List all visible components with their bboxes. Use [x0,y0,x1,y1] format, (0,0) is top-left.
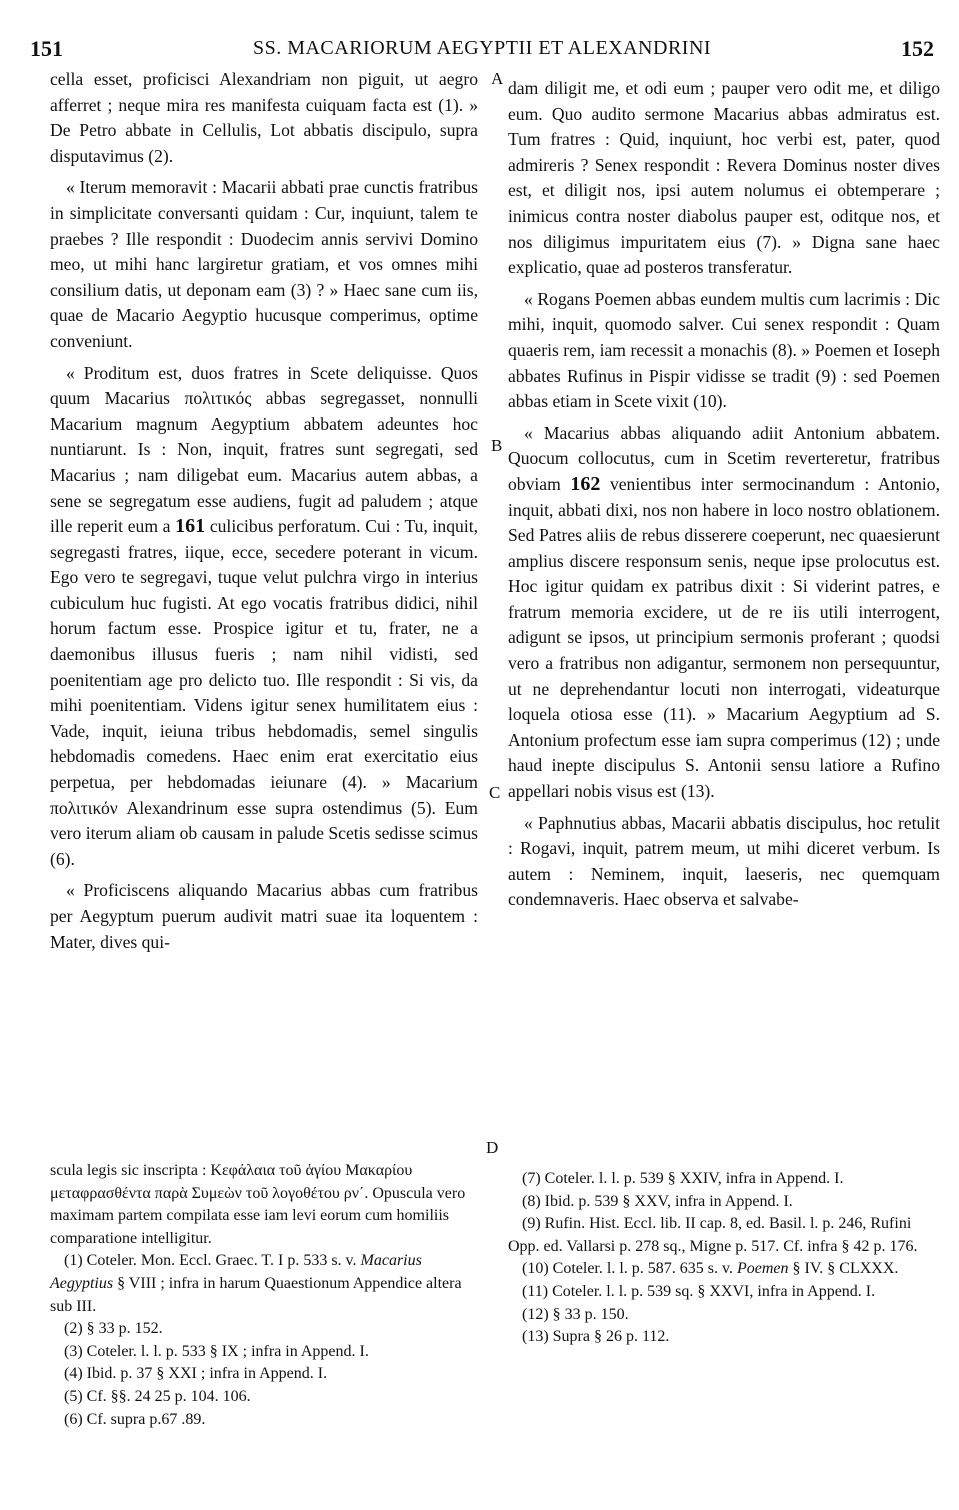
footnote: (5) Cf. §§. 24 25 p. 104. 106. [64,1387,251,1405]
footnote: (2) § 33 p. 152. [64,1320,163,1338]
paragraph [50,361,478,873]
footnote: (13) Supra § 26 p. 112. [522,1328,670,1346]
footnote: scula legis sic inscripta : Κεφάλαια τοῦ ἁγίου Μακαρίου μεταφρασθέντα παρὰ Συμεὼν τοῦ λογοθέτου ρν΄. Opuscula vero maximam partem compilata esse iam levi eorum cum homiliis comparatione intelligitur. [50,1162,466,1247]
footnote: (3) Coteler. l. l. p. 533 § IX ; infra in Append. I. [64,1342,369,1360]
footnote: (6) Cf. supra p.67 .89. [64,1410,206,1428]
footnotes-left [50,1160,478,1431]
margin-marker-a: A [491,69,504,88]
paragraph: « Rogans Poemen abbas eundem multis cum lacrimis : Dic mihi, inquit, quomodo salver. Cui senex respondit : Quam quaeris rem, iam recessit a monachis (8). » Poemen et Ioseph abbates Rufinus in Pispir vidisse se tradit (9) : sed Poemen abbas etiam in Scete vixit (10). [508,288,940,412]
running-header [30,36,934,66]
footnote: (7) Coteler. l. l. p. 539 § XXIV, infra in Append. I. [522,1170,844,1187]
paragraph: dam diligit me, et odi eum ; pauper vero odit me, et diligo eum. Quo audito sermone Macarius abbas admiratus est. Tum fratres : Quid, inquiunt, hoc verbi est, pater, quod admireris ? Senex respondit : Revera Dominus noster dives est, et diligit nos, ipsi autem nolumus ei obtemperare ; inimicus contra noster diabolus pauper est, oditque nos, et nos diligimus impuritatem eius (7). » Digna sane haec explicatio, quae ad posteros transferatur. [508,78,940,278]
footnote: (9) Rufin. Hist. Eccl. lib. II cap. 8, ed. Basil. l. p. 246, Rufini Opp. ed. Vallarsi p. 278 sq., Migne p. 517. Cf. infra § 42 p. 176. [508,1215,918,1255]
footnote-text: § IV. § CLXXX. [788,1260,899,1278]
paragraph-text: « Macarius abbas aliquando adiit Antonium abbatem. Quocum collocutus, cum in Scetim reverteretur, fratribus obviam [508,422,940,494]
footnote: (11) Coteler. l. l. p. 539 sq. § XXVI, infra in Append. I. [522,1282,876,1300]
right-column [508,76,940,913]
footnotes-right [508,1168,940,1349]
footnote-italic: Poemen [736,1260,789,1278]
paragraph [508,421,940,805]
margin-marker-b: B [491,436,503,455]
inline-page-number: 162 [570,472,601,495]
right-page-number: 152 [901,36,934,61]
footnote: (12) § 33 p. 150. [522,1305,629,1323]
margin-marker-c: C [489,783,501,802]
footnote-italic: Macarius Aegyptius [50,1252,422,1292]
running-title: SS. MACARIORUM AEGYPTII ET ALEXANDRINI [252,37,712,59]
inline-page-number: 161 [175,515,206,538]
paragraph: « Iterum memoravit : Macarii abbati prae cunctis fratribus in simplicitate conversanti quidam : Cur, inquiunt, talem te praebes ? Ille respondit : Duodecim annis servivi Domino meo, ut mihi hanc largiretur gratiam, et vos omnes mihi consilium datis, ut deponam eam (3) ? » Haec sane cum iis, quae de Macario Aegyptio hucusque comperimus, optime conveniunt. [50,177,478,351]
left-page-number: 151 [30,36,63,61]
footnote [50,1250,478,1318]
paragraph: « Proficiscens aliquando Macarius abbas cum fratribus per Aegyptum puerum audivit matri suae ita loquentem : Mater, dives qui- [50,880,478,952]
footnote: (8) Ibid. p. 539 § XXV, infra in Append. I. [522,1192,793,1210]
margin-marker-d: D [486,1138,499,1157]
paragraph: « Paphnutius abbas, Macarii abbatis discipulus, hoc retulit : Rogavi, inquit, patrem meum, ut mihi diceret verbum. Is autem : Neminem, inquit, laeseris, nec quemquam condemnaveris. Haec observa et salvabe- [508,812,940,910]
paragraph-text: « Proditum est, duos fratres in Scete deliquisse. Quos quum Macarius πολιτικός abbas segregasset, nonnulli Macarium magnum Aegyptium abbatem adeuntes hoc nuntiarunt. Is : Non, inquit, fratres sunt segregati, sed Macarius ; nam diligebat eum. Macarius autem abbas, a sene se segregatum esse audiens, fugit ad paludem ; atque ille reperit eum a [50,362,478,537]
paragraph-text: culicibus perforatum. Cui : Tu, inquit, segregasti fratres, iique, ecce, secedere poterant in vicum. Ego vero te segregavi, tuque velut pulchra virgo in interius cubiculum huc fugisti. At ego vocatis fratribus didici, nihil horum factum esse. Prospice igitur et tu, frater, ne a daemonibus illusus fueris ; nam nihil vidisti, sed poenitentiam age pro delicto tuo. Ille respondit : Si vis, da mihi poenitentiam. Videns igitur senex humilitatem eius : Vade, inquit, ieiuna tribus hebdomadis, semel singulis hebdomadis comedens. Haec enim erat exercitatio eius perpetua, per hebdomadas ieiunare (4). » Macarium πολιτικόν Alexandrinum esse supra ostendimus (5). Eum vero iterum aliam ob causam in palude Scetis sedisse scimus (6). [50,516,478,869]
footnote-text: (10) Coteler. l. l. p. 587. 635 s. v. [522,1260,737,1278]
paragraph-text: venientibus inter sermocinandum : Antonio, inquit, abbati dixi, nos non habere in loco nostro oblationem. Sed Patres aliis de rebus disserere coeperunt, nec quaesierunt amplius discere responsum senis, neque ipse prolocutus est. Hoc igitur quidam ex patribus dixit : Si viderint patres, e fratrum memoria excidere, ut de re iis utili interrogent, adigunt se ipsos, ut principium sermonis proferant ; quodsi vero a fratribus non adigantur, sermonem non persequuntur, ut ne deprehendantur locuti non interrogati, videaturque loquela otiosa esse (11). » Macarium Aegyptium ad S. Antonium profectum esse iam supra comperimus (12) ; unde haud inepte discipulus S. Antonii sensu latiore a Rufino appellari nobis visus est (13). [508,473,940,802]
footnote-text: § VIII ; infra in harum Quaestionum Appendice altera sub III. [50,1274,462,1315]
footnote: (4) Ibid. p. 37 § XXI ; infra in Append. I. [64,1365,328,1383]
paragraph: cella esset, proficisci Alexandriam non piguit, ut aegro afferret ; neque mira res manifesta cuiquam facta est (1). » De Petro abbate in Cellulis, Lot abbatis discipulo, supra disputavimus (2). [50,69,478,166]
footnote [508,1258,940,1281]
left-column [50,67,478,955]
footnote-text: (1) Coteler. Mon. Eccl. Graec. T. I p. 533 s. v. [64,1252,361,1270]
